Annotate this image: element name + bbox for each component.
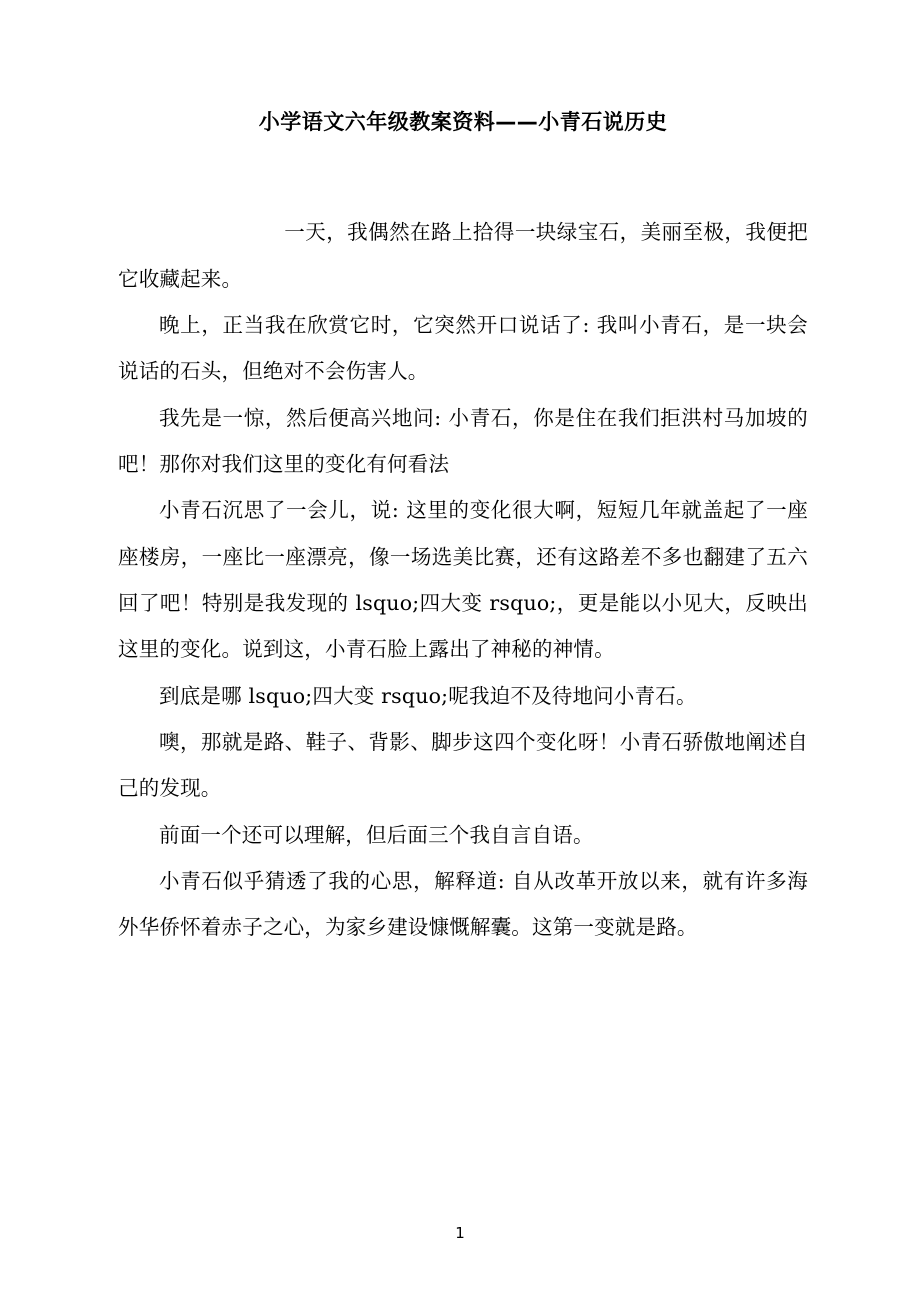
paragraph-2: 晚上，正当我在欣赏它时，它突然开口说话了: 我叫小青石，是一块会说话的石头，但绝对不会伤害人。 (118, 313, 808, 384)
page-title: 小学语文六年级教案资料——小青石说历史 (258, 110, 668, 134)
paragraph-text: 一天，我偶然在路上拾得一块绿宝石，美丽至极，我便把它收藏起来。 (118, 220, 808, 291)
page-content (118, 0, 808, 951)
page-number: 1 (455, 1224, 465, 1242)
document-body (118, 209, 808, 950)
paragraph-8: 小青石似乎猜透了我的心思，解释道: 自从改革开放以来，就有许多海外华侨怀着赤子之心，为家乡建设慷慨解囊。这第一变就是路。 (118, 868, 808, 940)
paragraph-7: 前面一个还可以理解，但后面三个我自言自语。 (159, 822, 594, 847)
paragraph-6: 噢，那就是路、鞋子、背影、脚步这四个变化呀！小青石骄傲地阐述自己的发现。 (118, 730, 808, 801)
paragraph-1 (118, 209, 808, 302)
paragraph-3: 我先是一惊，然后便高兴地问: 小青石，你是住在我们拒洪村马加坡的吧！那你对我们这里的变化有何看法 (118, 405, 808, 477)
paragraph-4: 小青石沉思了一会儿，说: 这里的变化很大啊，短短几年就盖起了一座座楼房，一座比一座漂亮，像一场选美比赛，还有这路差不多也翻建了五六回了吧！特别是我发现的 lsquo;四大变 rsquo;，更是能以小见大，反映出这里的变化。说到这，小青石脸上露出了神秘的神情。 (118, 498, 808, 662)
paragraph-5: 到底是哪 lsquo;四大变 rsquo;呢我迫不及待地问小青石。 (159, 683, 697, 708)
